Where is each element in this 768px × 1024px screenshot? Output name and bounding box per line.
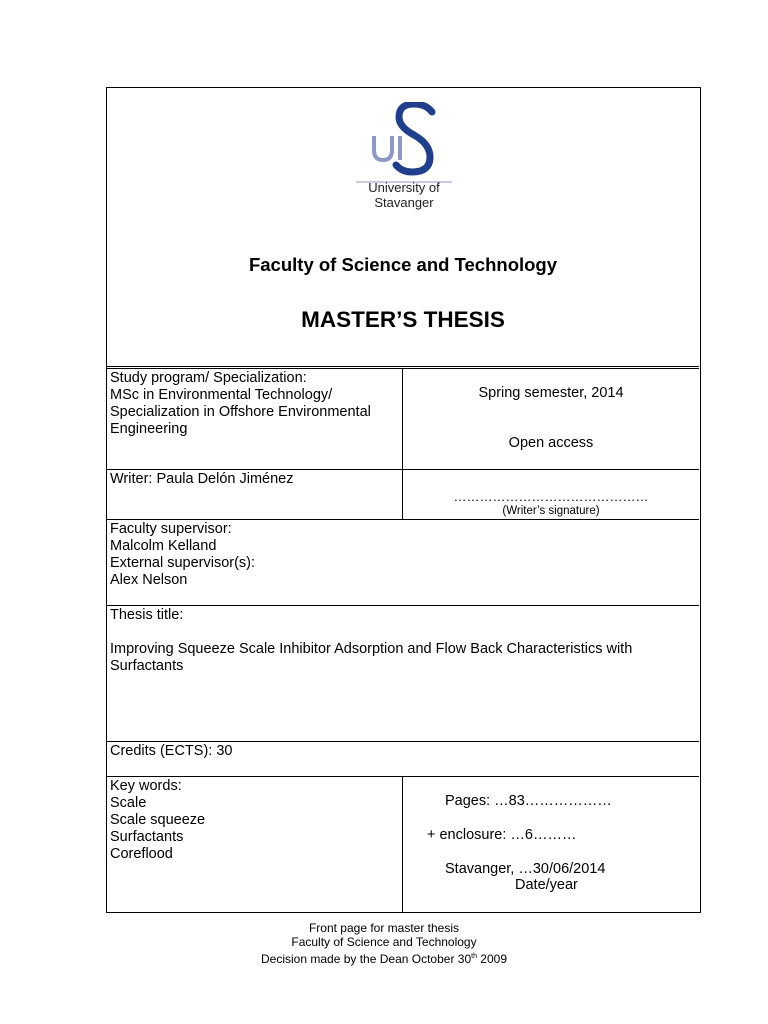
specialization-line-2: Engineering xyxy=(110,421,188,437)
pages-cell xyxy=(403,777,699,912)
study-program-cell xyxy=(107,369,403,469)
thesis-title-line-1: Improving Squeeze Scale Inhibitor Adsorption and Flow Back Characteristics with xyxy=(110,641,633,657)
faculty-heading: Faculty of Science and Technology xyxy=(248,254,558,275)
footer-line-3 xyxy=(0,950,768,966)
footer-line-2: Faculty of Science and Technology xyxy=(291,935,477,949)
footer-line-1: Front page for master thesis xyxy=(308,921,460,935)
place-date-text: Stavanger, …30/06/2014 xyxy=(445,861,606,877)
thesis-title-line-2: Surfactants xyxy=(110,658,184,674)
header-section xyxy=(107,88,699,367)
semester-cell xyxy=(403,369,699,469)
credits-cell xyxy=(107,742,699,776)
footer-decision-text: Decision made by the Dean October 30 xyxy=(261,952,472,966)
thesis-title-cell xyxy=(107,606,699,741)
keywords-cell xyxy=(107,777,403,912)
writer-cell xyxy=(107,470,403,519)
keyword-item: Scale xyxy=(110,795,147,811)
semester-text: Spring semester, 2014 xyxy=(478,385,624,401)
credits-row xyxy=(107,742,699,777)
writer-row xyxy=(107,470,699,520)
credits-label: Credits (ECTS): 30 xyxy=(110,743,233,759)
writer-label: Writer: Paula Delón Jiménez xyxy=(110,471,294,487)
logo-text xyxy=(327,180,481,210)
pages-text: Pages: …83……………… xyxy=(445,793,612,809)
keywords-label: Key words: xyxy=(110,778,182,794)
footer-ordinal: th xyxy=(471,953,477,960)
enclosure-text: + enclosure: …6……… xyxy=(427,827,577,843)
keywords-row xyxy=(107,777,699,912)
logo-line-2: Stavanger xyxy=(374,195,434,210)
signature-caption: (Writer’s signature) xyxy=(502,505,600,517)
thesis-title-row xyxy=(107,606,699,742)
keyword-item: Scale squeeze xyxy=(110,812,206,828)
study-program-row xyxy=(107,368,699,470)
access-text: Open access xyxy=(508,435,594,451)
faculty-supervisor-name: Malcolm Kelland xyxy=(110,538,217,554)
thesis-heading: MASTER’S THESIS xyxy=(301,307,505,332)
keyword-item: Surfactants xyxy=(110,829,184,845)
supervisors-row xyxy=(107,520,699,606)
footer-year: 2009 xyxy=(476,952,507,966)
logo-line-1: University of xyxy=(368,180,440,195)
front-page-frame xyxy=(106,87,701,913)
keyword-item: Coreflood xyxy=(110,846,173,862)
study-program: MSc in Environmental Technology/ xyxy=(110,387,333,403)
study-label: Study program/ Specialization: xyxy=(110,370,307,386)
date-caption: Date/year xyxy=(515,877,578,893)
signature-dots: ……………………………………… xyxy=(453,489,649,504)
thesis-title-label: Thesis title: xyxy=(110,607,184,623)
specialization-line-1: Specialization in Offshore Environmental xyxy=(110,404,371,420)
external-supervisor-label: External supervisor(s): xyxy=(110,555,256,571)
supervisors-cell xyxy=(107,520,699,605)
signature-cell xyxy=(403,470,699,519)
external-supervisor-name: Alex Nelson xyxy=(110,572,188,588)
faculty-supervisor-label: Faculty supervisor: xyxy=(110,521,232,537)
